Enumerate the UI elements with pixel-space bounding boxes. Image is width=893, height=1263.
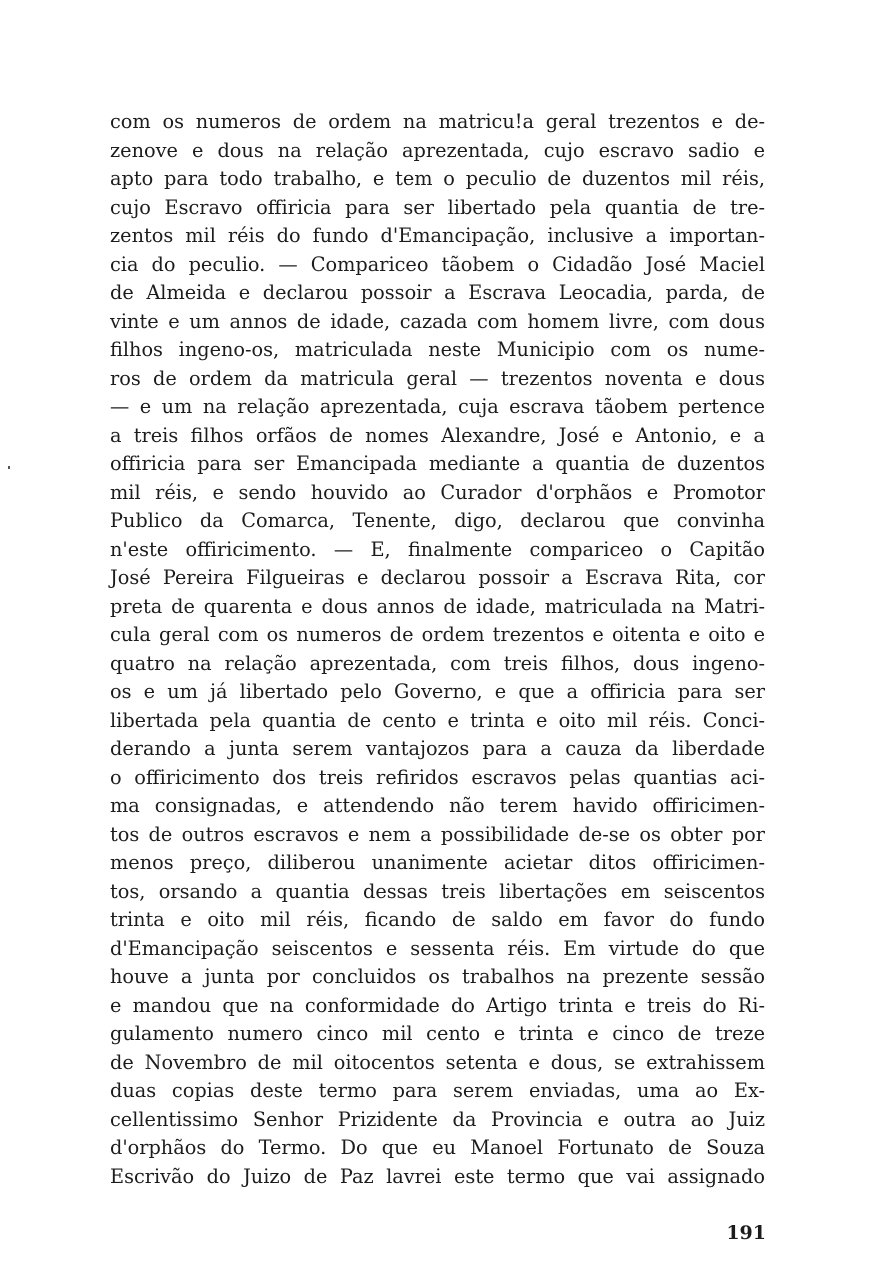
text-line: os e um já libertado pelo Governo, e que a offiricia para ser [110, 680, 765, 703]
text-line: trinta e oito mil réis, ficando de saldo em favor do fundo [110, 908, 765, 931]
text-line: apto para todo trabalho, e tem o peculio de duzentos mil réis, [110, 167, 765, 190]
text-line: libertada pela quantia de cento e trinta e oito mil réis. Conci- [110, 708, 765, 732]
text-line: tos de outros escravos e nem a possibilidade de-se os obter por [110, 822, 765, 846]
text-line: o offiricimento dos treis refiridos escravos pelas quantias aci- [110, 765, 765, 789]
text-line: Escrivão do Juizo de Paz lavrei este termo que vai assignado [110, 1164, 765, 1188]
text-line: cujo Escravo offiricia para ser libertado pela quantia de tre- [110, 195, 765, 219]
text-line: n'este offiricimento. — E, finalmente compariceo o Capitão [110, 537, 765, 561]
margin-mark [8, 466, 10, 469]
text-line: d'orphãos do Termo. Do que eu Manoel Fortunato de Souza [110, 1136, 765, 1159]
text-line: houve a junta por concluidos os trabalhos na prezente sessão [110, 965, 765, 988]
text-line: cellentissimo Senhor Prizidente da Provincia e outra ao Juiz [110, 1107, 765, 1131]
text-line: — e um na relação aprezentada, cuja escrava tãobem pertence [110, 395, 765, 418]
text-line: ros de ordem da matricula geral — trezentos noventa e dous [110, 366, 765, 390]
page-number: 191 [726, 1222, 766, 1244]
text-line: a treis filhos orfãos de nomes Alexandre, José e Antonio, e a [110, 423, 765, 447]
text-line: derando a junta serem vantajozos para a cauza da liberdade [110, 737, 765, 760]
text-line: José Pereira Filgueiras e declarou possoir a Escrava Rita, cor [110, 566, 765, 589]
text-line: offiricia para ser Emancipada mediante a quantia de duzentos [110, 452, 765, 475]
text-line: Publico da Comarca, Tenente, digo, declarou que convinha [110, 509, 765, 532]
text-line: tos, orsando a quantia dessas treis libertações em seiscentos [110, 879, 765, 903]
text-line: mil réis, e sendo houvido ao Curador d'orphãos e Promotor [110, 480, 765, 504]
text-line: com os numeros de ordem na matricu!a geral trezentos e de- [110, 110, 765, 133]
text-line: de Novembro de mil oitocentos setenta e dous, se extrahissem [110, 1050, 765, 1074]
text-line: e mandou que na conformidade do Artigo trinta e treis do Ri- [110, 993, 765, 1017]
text-line: vinte e um annos de idade, cazada com homem livre, com dous [110, 309, 765, 333]
text-line: d'Emancipação seiscentos e sessenta réis. Em virtude do que [110, 936, 765, 960]
text-line: quatro na relação aprezentada, com treis filhos, dous ingeno- [110, 651, 765, 675]
text-line: menos preço, diliberou unanimente acietar ditos offiricimen- [110, 851, 765, 874]
text-line: cula geral com os numeros de ordem trezentos e oitenta e oito e [110, 623, 765, 646]
text-line: filhos ingeno-os, matriculada neste Municipio com os nume- [110, 338, 765, 361]
text-line: cia do peculio. — Compariceo tãobem o Cidadão José Maciel [110, 252, 765, 276]
text-line: zenove e dous na relação aprezentada, cujo escravo sadio e [110, 138, 765, 162]
body-text [110, 108, 765, 1191]
text-line: gulamento numero cinco mil cento e trinta e cinco de treze [110, 1022, 765, 1045]
text-line: preta de quarenta e dous annos de idade, matriculada na Matri- [110, 594, 765, 618]
text-line: ma consignadas, e attendendo não terem havido offiricimen- [110, 794, 765, 817]
text-line: de Almeida e declarou possoir a Escrava Leocadia, parda, de [110, 281, 765, 304]
text-line: zentos mil réis do fundo d'Emancipação, inclusive a importan- [110, 224, 765, 247]
text-line: duas copias deste termo para serem enviadas, uma ao Ex- [110, 1079, 765, 1102]
